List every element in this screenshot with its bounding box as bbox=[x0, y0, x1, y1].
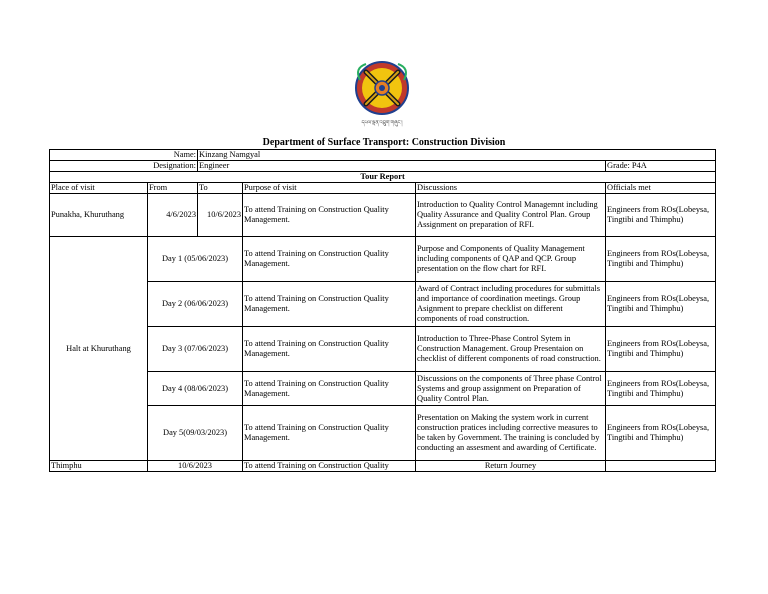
name-label: Name: bbox=[50, 150, 198, 161]
department-title: Department of Surface Transport: Construction Division bbox=[262, 137, 506, 148]
officials-cell: Engineers from ROs(Lobeysa, Tingtibi and Thimphu) bbox=[606, 327, 716, 372]
col-place: Place of visit bbox=[50, 183, 148, 194]
place-cell: Punakha, Khuruthang bbox=[50, 194, 148, 237]
day-cell: Day 2 (06/06/2023) bbox=[148, 282, 243, 327]
officials-cell: Engineers from ROs(Lobeysa, Tingtibi and Thimphu) bbox=[606, 372, 716, 406]
table-row bbox=[50, 461, 716, 472]
designation-row bbox=[50, 161, 716, 172]
report-title-row bbox=[50, 172, 716, 183]
table-row bbox=[50, 237, 716, 282]
discussions-cell: Purpose and Components of Quality Management including components of QAP and QCP. Group presentation on the flow chart for RFI. bbox=[416, 237, 606, 282]
table-row bbox=[50, 406, 716, 461]
officials-cell: Engineers from ROs(Lobeysa, Tingtibi and Thimphu) bbox=[606, 237, 716, 282]
table-row bbox=[50, 194, 716, 237]
col-from: From bbox=[148, 183, 198, 194]
purpose-cell: To attend Training on Construction Quality Management. bbox=[243, 327, 416, 372]
officials-cell: Engineers from ROs(Lobeysa, Tingtibi and Thimphu) bbox=[606, 194, 716, 237]
col-discussions: Discussions bbox=[416, 183, 606, 194]
discussions-cell: Discussions on the components of Three phase Control Systems and group assignment on Preparation of Quality Control Plan. bbox=[416, 372, 606, 406]
discussions-cell: Return Journey bbox=[416, 461, 606, 472]
emblem-text: དཔལ་ལྡན་འབྲུག་གཞུང་། bbox=[361, 121, 403, 126]
designation-value: Engineer bbox=[198, 161, 606, 172]
purpose-cell: To attend Training on Construction Quality Management. bbox=[243, 237, 416, 282]
from-cell: 4/6/2023 bbox=[148, 194, 198, 237]
report-title: Tour Report bbox=[50, 172, 716, 183]
column-header-row bbox=[50, 183, 716, 194]
designation-label: Designation: bbox=[50, 161, 198, 172]
col-purpose: Purpose of visit bbox=[243, 183, 416, 194]
name-row bbox=[50, 150, 716, 161]
bhutan-emblem-icon bbox=[344, 58, 420, 128]
day-cell: Day 3 (07/06/2023) bbox=[148, 327, 243, 372]
to-cell: 10/6/2023 bbox=[198, 194, 243, 237]
table-row bbox=[50, 327, 716, 372]
col-to: To bbox=[198, 183, 243, 194]
halt-place-cell: Halt at Khuruthang bbox=[50, 237, 148, 461]
day-cell: Day 1 (05/06/2023) bbox=[148, 237, 243, 282]
date-cell: 10/6/2023 bbox=[148, 461, 243, 472]
discussions-cell: Award of Contract including procedures for submittals and importance of coordination meetings. Group Asignment to prepare checklist on different components of road construction. bbox=[416, 282, 606, 327]
table-row bbox=[50, 282, 716, 327]
table-row bbox=[50, 372, 716, 406]
place-cell: Thimphu bbox=[50, 461, 148, 472]
discussions-cell: Presentation on Making the system work in current construction pratices including corrective measures to be taken by Government. The training is concluded by conducting an assesment and awarding of Certificate. bbox=[416, 406, 606, 461]
officials-cell bbox=[606, 461, 716, 472]
officials-cell: Engineers from ROs(Lobeysa, Tingtibi and Thimphu) bbox=[606, 282, 716, 327]
tour-report-table bbox=[49, 149, 716, 472]
col-officials: Officials met bbox=[606, 183, 716, 194]
purpose-cell: To attend Training on Construction Quality bbox=[243, 461, 416, 472]
purpose-cell: To attend Training on Construction Quality Management. bbox=[243, 372, 416, 406]
name-value: Kinzang Namgyal bbox=[198, 150, 716, 161]
day-cell: Day 4 (08/06/2023) bbox=[148, 372, 243, 406]
purpose-cell: To attend Training on Construction Quality Management. bbox=[243, 406, 416, 461]
discussions-cell: Introduction to Three-Phase Control Sytem in Construction Management. Group Presentaion on checklist of different components of road construction. bbox=[416, 327, 606, 372]
day-cell: Day 5(09/03/2023) bbox=[148, 406, 243, 461]
discussions-cell: Introduction to Quality Control Managemnt including Quality Assurance and Quality Control Plan. Group Assignment on preparation of RFI. bbox=[416, 194, 606, 237]
grade-value: Grade: P4A bbox=[606, 161, 716, 172]
purpose-cell: To attend Training on Construction Quality Management. bbox=[243, 194, 416, 237]
officials-cell: Engineers from ROs(Lobeysa, Tingtibi and Thimphu) bbox=[606, 406, 716, 461]
purpose-cell: To attend Training on Construction Quality Management. bbox=[243, 282, 416, 327]
